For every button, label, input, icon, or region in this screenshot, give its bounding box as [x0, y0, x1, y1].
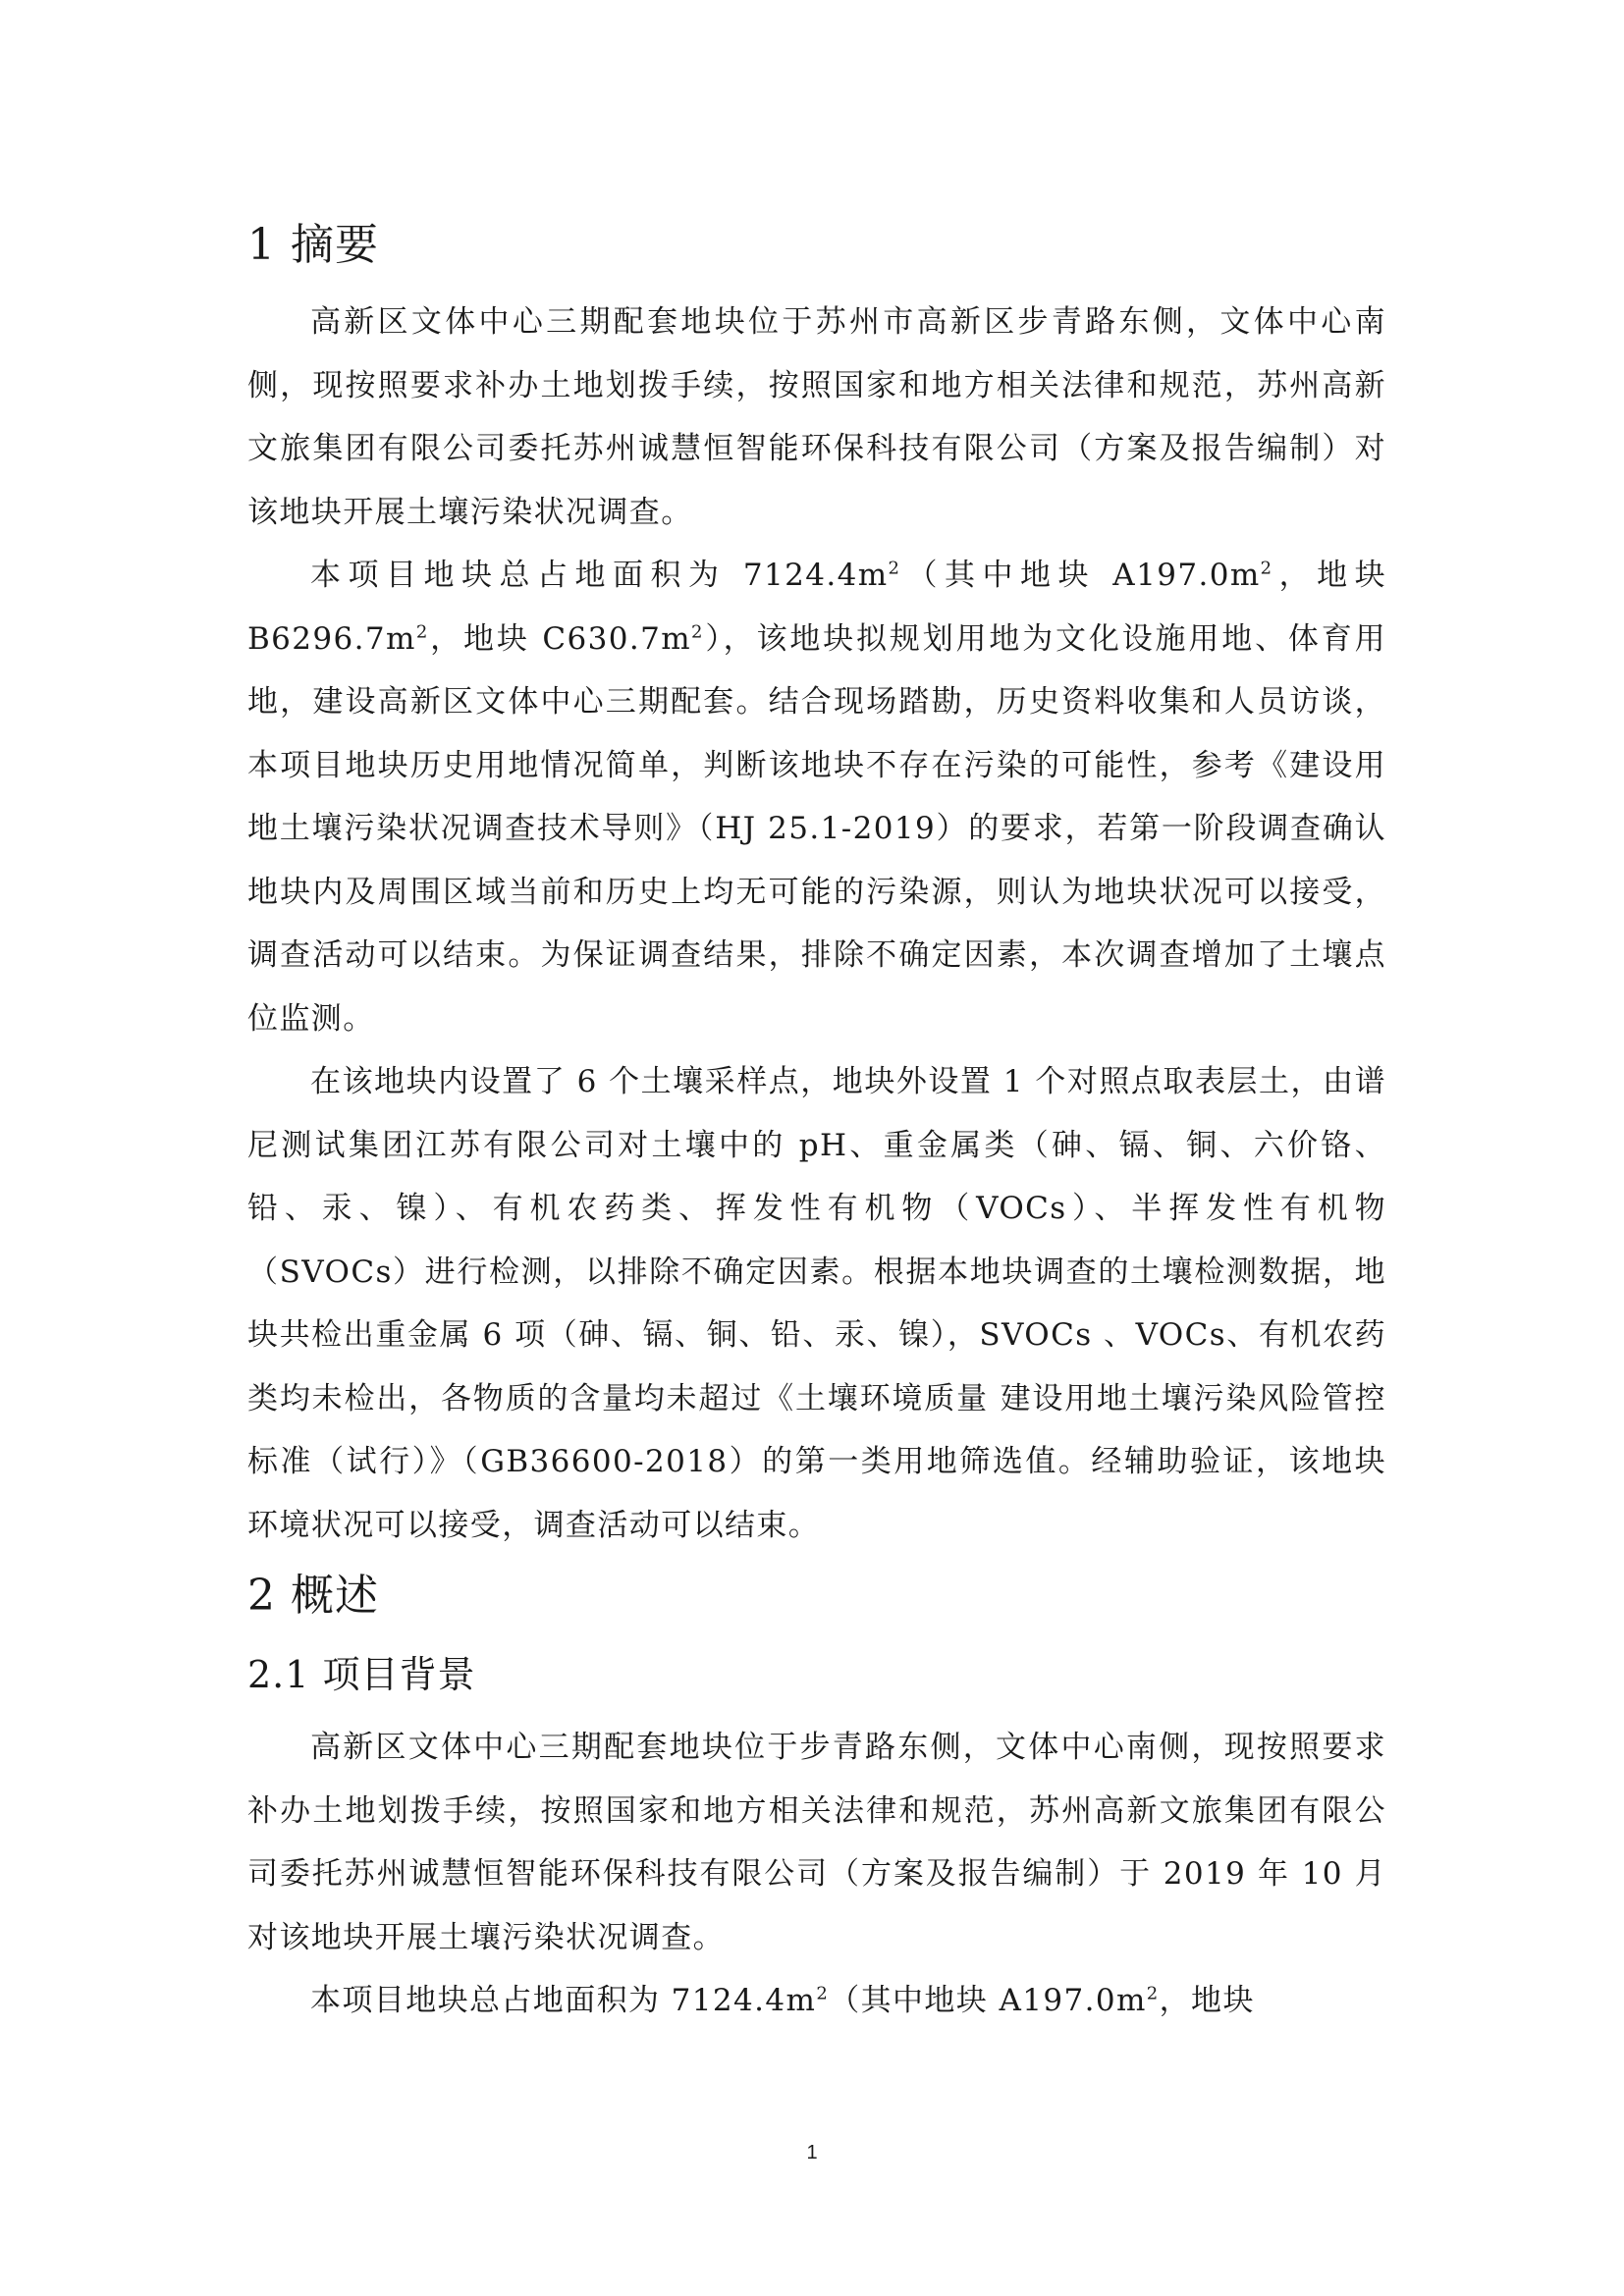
background-paragraph-2: [247, 1969, 1386, 2033]
abstract-paragraph-2: [247, 544, 1386, 1050]
text-run: ），该地块拟规划用地为文化设施用地、体育用地，建设高新区文体中心三期配套。结合现场踏勘，历史资料收集和人员访谈，本项目地块历史用地情况简单，判断该地块不存在污染的可能性，参考《建设用地土壤污染状况调查技术导则》（HJ 25.1-2019）的要求，若第一阶段调查确认地块内及周围区域当前和历史上均无可能的污染源，则认为地块状况可以接受，调查活动可以结束。为保证调查结果，排除不确定因素，本次调查增加了土壤点位监测。: [247, 620, 1386, 1037]
superscript: 2: [816, 1983, 830, 2004]
superscript: 2: [691, 621, 704, 643]
text-run: （其中地块 A197.0m: [900, 558, 1261, 593]
section-heading-overview: 2 概述: [247, 1571, 379, 1621]
text-run: ，地块 B6296.7m: [247, 558, 1386, 657]
abstract-paragraph-1: 高新区文体中心三期配套地块位于苏州市高新区步青路东侧，文体中心南侧，现按照要求补办土地划拨手续，按照国家和地方相关法律和规范，苏州高新文旅集团有限公司委托苏州诚慧恒智能环保科技有限公司（方案及报告编制）对该地块开展土壤污染状况调查。: [247, 304, 1386, 530]
text-run: ，地块: [1159, 1983, 1255, 2018]
background-paragraph-1: 高新区文体中心三期配套地块位于步青路东侧，文体中心南侧，现按照要求补办土地划拨手续，按照国家和地方相关法律和规范，苏州高新文旅集团有限公司委托苏州诚慧恒智能环保科技有限公司（方案及报告编制）于 2019 年 10 月对该地块开展土壤污染状况调查。: [247, 1730, 1386, 1955]
superscript: 2: [888, 558, 901, 579]
page-content: [247, 206, 1386, 2033]
text-run: ，地块 C630.7m: [428, 620, 692, 657]
page-number: 1: [806, 2142, 818, 2163]
subsection-heading-background: 2.1 项目背景: [247, 1653, 476, 1696]
superscript: 2: [1260, 558, 1273, 579]
superscript: 2: [1146, 1983, 1160, 2004]
abstract-paragraph-3: 在该地块内设置了 6 个土壤采样点，地块外设置 1 个对照点取表层土，由谱尼测试集团江苏有限公司对土壤中的 pH、重金属类（砷、镉、铜、六价铬、铅、汞、镍）、有机农药类、挥发性有机物（VOCs）、半挥发性有机物（SVOCs）进行检测，以排除不确定因素。根据本地块调查的土壤检测数据，地块共检出重金属 6 项（砷、镉、铜、铅、汞、镍），SVOCs 、VOCs、有机农药类均未检出，各物质的含量均未超过《土壤环境质量 建设用地土壤污染风险管控标准（试行）》（GB36600-2018）的第一类用地筛选值。经辅助验证，该地块环境状况可以接受，调查活动可以结束。: [247, 1064, 1386, 1543]
superscript: 2: [415, 621, 429, 643]
text-run: 本项目地块总占地面积为 7124.4m: [310, 558, 889, 593]
section-heading-abstract: 1 摘要: [247, 220, 379, 270]
text-run: 本项目地块总占地面积为 7124.4m: [310, 1983, 817, 2018]
text-run: （其中地块 A197.0m: [829, 1983, 1147, 2018]
